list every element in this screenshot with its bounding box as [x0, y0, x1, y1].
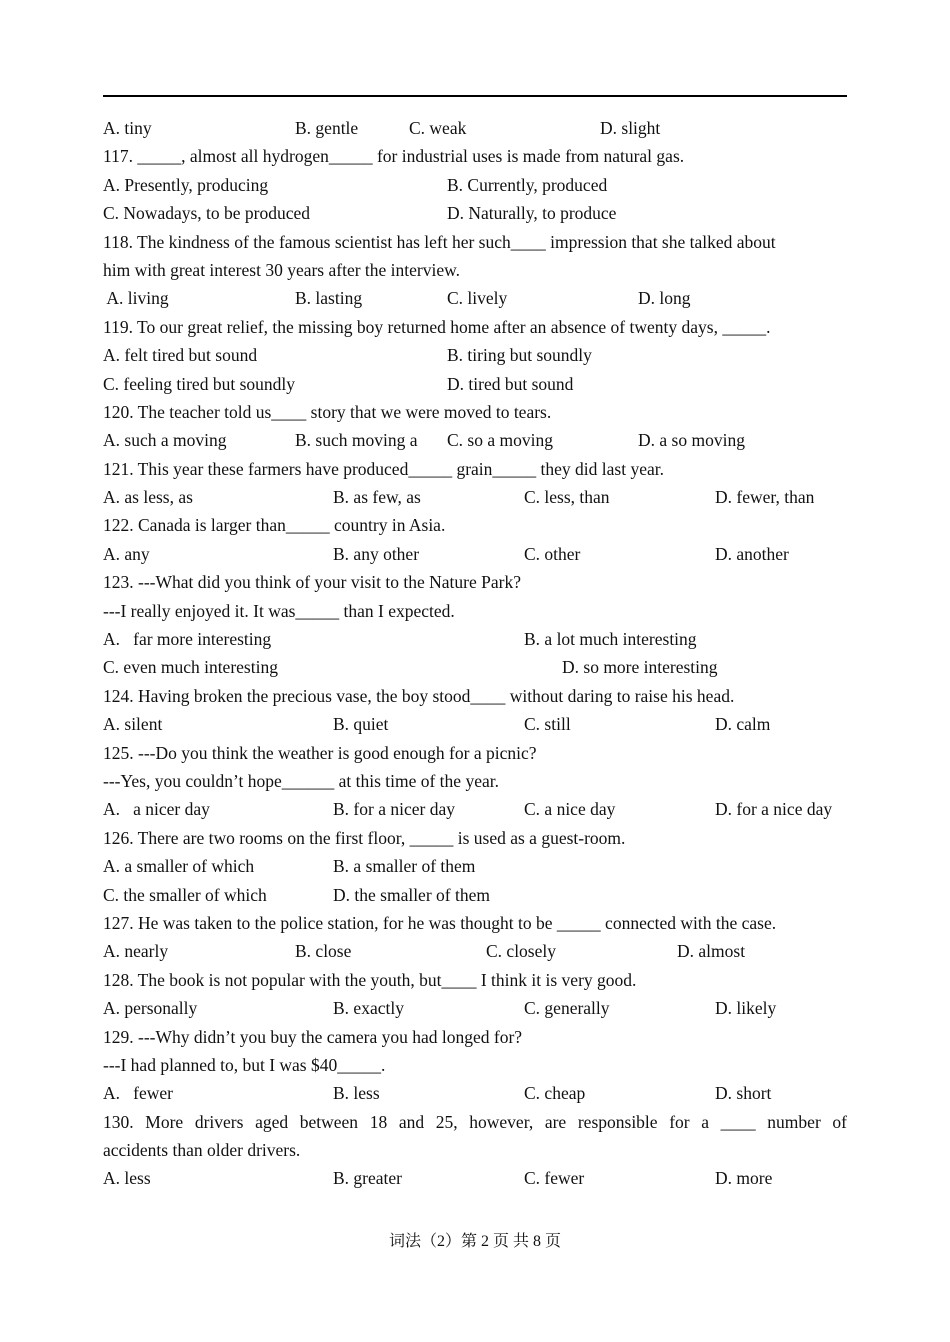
- question-125-text: ---Yes, you couldn’t hope______ at this time of the year.: [103, 770, 499, 791]
- question-120-options: [103, 426, 847, 454]
- question-122-options: [103, 540, 847, 568]
- question-130-options: [103, 1164, 847, 1192]
- option: B. any other: [333, 543, 420, 564]
- option: D. for a nice day: [715, 799, 833, 820]
- option: C. generally: [524, 998, 610, 1019]
- option: A. far more interesting: [103, 629, 272, 650]
- question-123-text: 123. ---What did you think of your visit to the Nature Park?: [103, 572, 521, 593]
- option: B. a lot much interesting: [524, 629, 697, 650]
- question-127-options: [103, 937, 847, 965]
- option: C. the smaller of which: [103, 884, 267, 905]
- option: B. a smaller of them: [333, 856, 476, 877]
- option: C. lively: [447, 288, 508, 309]
- option: C. fewer: [524, 1168, 585, 1189]
- option: A. silent: [103, 714, 163, 735]
- option: C. feeling tired but soundly: [103, 373, 295, 394]
- question-125-options: [103, 795, 847, 823]
- option: D. another: [715, 543, 789, 564]
- option: A. Presently, producing: [103, 174, 269, 195]
- question-123-text: ---I really enjoyed it. It was_____ than I expected.: [103, 600, 455, 621]
- option: B. quiet: [333, 714, 389, 735]
- option: D. so more interesting: [562, 657, 718, 678]
- question-118-text: him with great interest 30 years after the interview.: [103, 259, 460, 280]
- option: B. as few, as: [333, 487, 421, 508]
- option: C. less, than: [524, 487, 610, 508]
- option: A. living: [103, 288, 169, 309]
- question-123-options: [103, 625, 847, 653]
- question-119-options: [103, 370, 847, 398]
- option: C. cheap: [524, 1083, 586, 1104]
- option: C. Nowadays, to be produced: [103, 203, 311, 224]
- option: C. a nice day: [524, 799, 616, 820]
- question-129-options: [103, 1079, 847, 1107]
- option: C. closely: [486, 941, 556, 962]
- question-124-text: 124. Having broken the precious vase, the boy stood____ without daring to raise his head.: [103, 685, 735, 706]
- option-row: [103, 114, 847, 142]
- option: D. tired but sound: [447, 373, 574, 394]
- option: A. as less, as: [103, 487, 193, 508]
- header-rule: [103, 95, 847, 97]
- question-129-text: ---I had planned to, but I was $40_____.: [103, 1054, 386, 1075]
- option: A. fewer: [103, 1083, 173, 1104]
- option: B. gentle: [295, 118, 359, 138]
- option: C. even much interesting: [103, 657, 278, 678]
- question-126-text: 126. There are two rooms on the first floor, _____ is used as a guest-room.: [103, 827, 626, 848]
- question-129-text: 129. ---Why didn’t you buy the camera you had longed for?: [103, 1026, 523, 1047]
- option: B. greater: [333, 1168, 402, 1189]
- option: D. more: [715, 1168, 773, 1189]
- option: D. long: [638, 288, 691, 309]
- question-130-text: 130. More drivers aged between 18 and 25, however, are responsible for a ____ number of: [103, 1111, 847, 1132]
- question-130-text: accidents than older drivers.: [103, 1140, 301, 1161]
- question-117-options: [103, 171, 847, 199]
- question-123-options: [103, 653, 847, 681]
- question-118-text: 118. The kindness of the famous scientist has left her such____ impression that she talked about: [103, 231, 776, 252]
- option: B. lasting: [295, 288, 363, 309]
- option: B. less: [333, 1083, 380, 1104]
- question-117-options: [103, 199, 847, 227]
- option: A. felt tired but sound: [103, 345, 258, 366]
- question-126-options: [103, 852, 847, 880]
- option: D. almost: [677, 941, 746, 962]
- question-128-options: [103, 994, 847, 1022]
- option: C. other: [524, 543, 581, 564]
- option: D. calm: [715, 714, 771, 735]
- option: D. likely: [715, 998, 777, 1019]
- option: A. less: [103, 1168, 151, 1189]
- question-119-text: 119. To our great relief, the missing boy returned home after an absence of twenty days, _____.: [103, 316, 771, 337]
- question-124-options: [103, 710, 847, 738]
- question-list: [103, 114, 847, 1193]
- question-121-options: [103, 483, 847, 511]
- option: D. short: [715, 1083, 772, 1104]
- question-125-text: 125. ---Do you think the weather is good enough for a picnic?: [103, 742, 537, 763]
- option: D. Naturally, to produce: [447, 203, 617, 224]
- option: A. such a moving: [103, 430, 227, 451]
- question-119-options: [103, 341, 847, 369]
- question-127-text: 127. He was taken to the police station, for he was thought to be _____ connected with the case.: [103, 912, 777, 933]
- option: D. the smaller of them: [333, 884, 490, 905]
- question-121-text: 121. This year these farmers have produced_____ grain_____ they did last year.: [103, 458, 664, 479]
- question-117-text: 117. _____, almost all hydrogen_____ for industrial uses is made from natural gas.: [103, 146, 685, 167]
- option: D. fewer, than: [715, 487, 815, 508]
- option: A. any: [103, 543, 150, 564]
- page-footer: 词法（2）第 2 页 共 8 页: [388, 1233, 561, 1250]
- option: B. exactly: [333, 998, 404, 1019]
- option: A. tiny: [103, 118, 152, 138]
- option: C. so a moving: [447, 430, 553, 451]
- option: B. tiring but soundly: [447, 345, 592, 366]
- option: A. a nicer day: [103, 799, 210, 820]
- question-122-text: 122. Canada is larger than_____ country in Asia.: [103, 515, 446, 536]
- option: D. a so moving: [638, 430, 745, 451]
- option: D. slight: [600, 118, 661, 138]
- option: B. Currently, produced: [447, 174, 608, 195]
- question-126-options: [103, 881, 847, 909]
- option: C. weak: [409, 118, 467, 138]
- question-120-text: 120. The teacher told us____ story that we were moved to tears.: [103, 401, 552, 422]
- option: B. such moving a: [295, 430, 418, 451]
- option: B. for a nicer day: [333, 799, 455, 820]
- option: A. nearly: [103, 941, 169, 962]
- option: A. personally: [103, 998, 198, 1019]
- option: B. close: [295, 941, 352, 962]
- option: A. a smaller of which: [103, 856, 255, 877]
- option: C. still: [524, 714, 571, 735]
- question-118-options: [103, 284, 847, 312]
- question-128-text: 128. The book is not popular with the youth, but____ I think it is very good.: [103, 969, 637, 990]
